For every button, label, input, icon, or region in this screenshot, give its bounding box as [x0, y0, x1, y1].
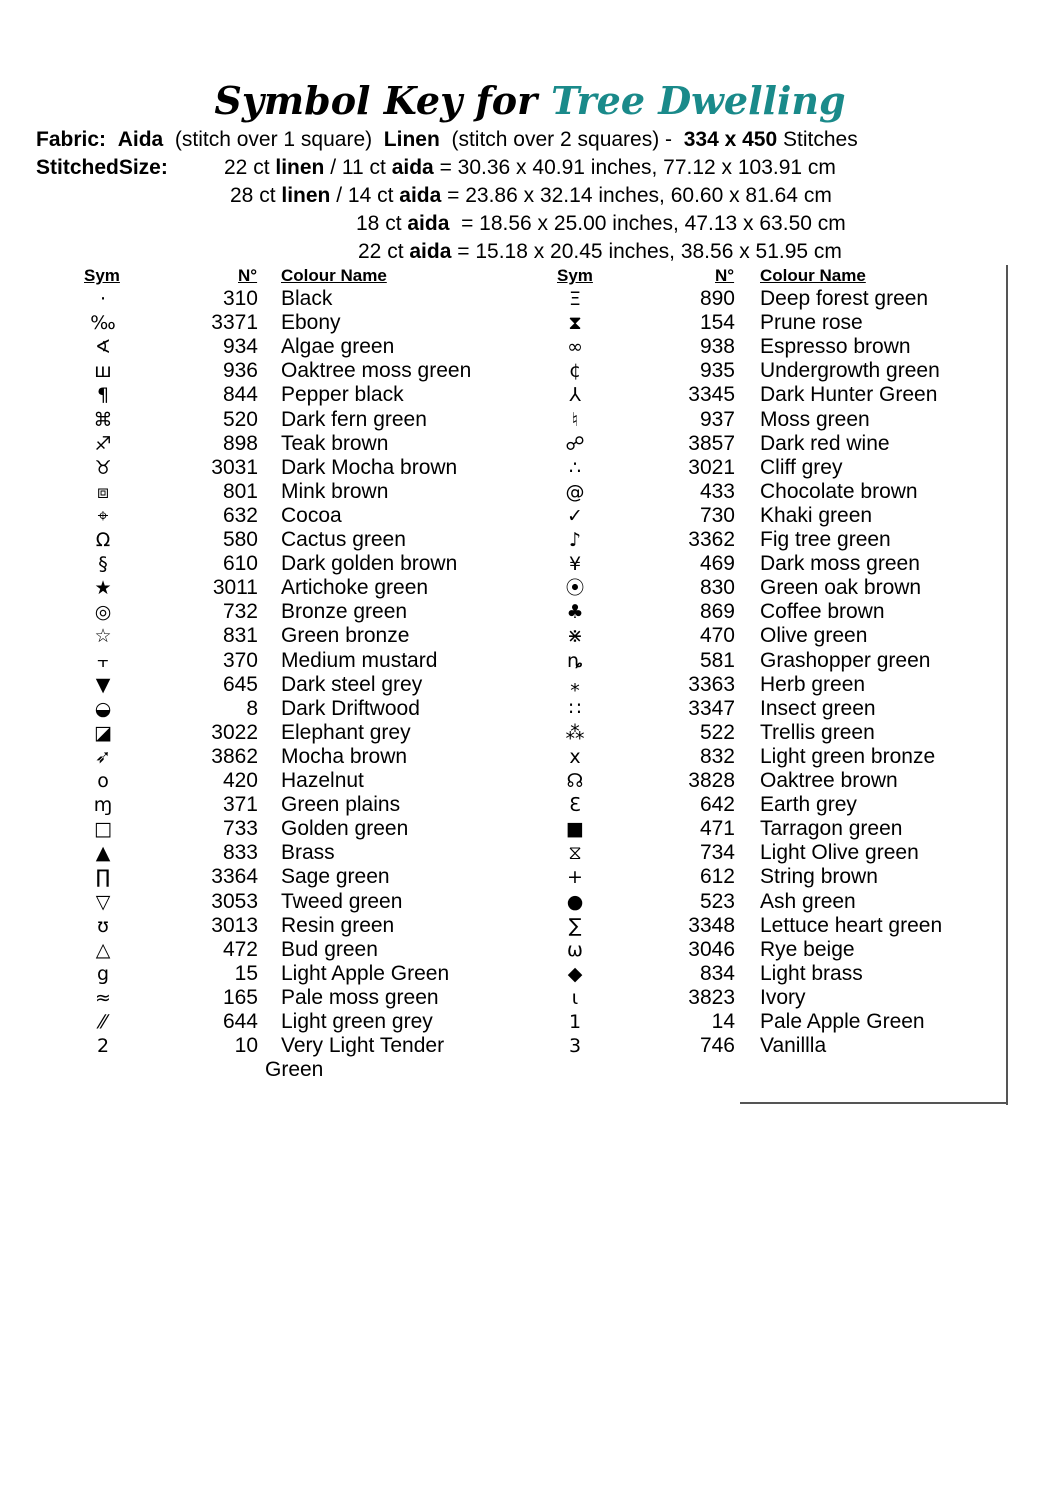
left-symbol: ≈: [95, 987, 111, 1009]
right-dmc-number: 734: [699, 841, 735, 864]
left-colour-name: Teak brown: [281, 432, 389, 455]
left-colour-name: Bud green: [281, 938, 378, 961]
table-border-bottom: [740, 1102, 1008, 1104]
left-dmc-number: 610: [222, 552, 258, 575]
right-colour-name: Trellis green: [760, 721, 875, 744]
right-colour-name: Fig tree green: [760, 528, 891, 551]
left-colour-name: Dark Driftwood: [281, 697, 420, 720]
left-dmc-number: 644: [222, 1010, 258, 1033]
right-dmc-number: 14: [711, 1010, 735, 1033]
right-dmc-number: 3823: [688, 986, 735, 1009]
right-colour-name: Undergrowth green: [760, 359, 940, 382]
left-dmc-number: 936: [222, 359, 258, 382]
left-dmc-number: 8: [246, 697, 258, 720]
left-symbol: ɱ: [93, 794, 113, 816]
left-symbol: ➶: [95, 746, 111, 768]
header-name-left: Colour Name: [281, 266, 387, 285]
right-symbol: ∴: [568, 457, 582, 479]
left-symbol: ¶: [96, 384, 110, 406]
left-colour-name: Golden green: [281, 817, 409, 840]
title-main: Symbol Key for: [214, 78, 538, 123]
right-dmc-number: 522: [699, 721, 735, 744]
fabric-line: [36, 126, 858, 154]
right-symbol: ⁎: [570, 674, 580, 696]
right-symbol: ɩ: [571, 987, 579, 1009]
right-dmc-number: 834: [699, 962, 735, 985]
left-colour-name: Light Apple Green: [281, 962, 450, 985]
right-symbol: ●: [566, 891, 584, 913]
right-colour-name: Dark red wine: [760, 432, 890, 455]
left-colour-name: Tweed green: [281, 890, 403, 913]
right-symbol: ♣: [566, 601, 584, 623]
right-colour-name: Prune rose: [760, 311, 863, 334]
right-symbol: ♪: [568, 529, 582, 551]
left-dmc-number: 831: [222, 624, 258, 647]
fabric-linen: Linen: [383, 128, 440, 151]
left-symbol: □: [94, 818, 112, 840]
left-dmc-number: 934: [222, 335, 258, 358]
right-colour-name: Dark moss green: [760, 552, 920, 575]
left-symbol: ♐: [94, 433, 112, 455]
right-colour-name: Ivory: [760, 986, 806, 1009]
left-dmc-number: 420: [222, 769, 258, 792]
right-colour-name: Coffee brown: [760, 600, 885, 623]
left-symbol: ‰: [90, 312, 116, 334]
right-symbol: ¥: [568, 553, 582, 575]
right-symbol: ∷: [568, 698, 582, 720]
right-colour-name: Vanillla: [760, 1034, 827, 1057]
right-colour-name: Khaki green: [760, 504, 873, 527]
stitched-size-row: 22 ct linen / 11 ct aida = 30.36 x 40.91 inches, 77.12 x 103.91 cm: [224, 156, 836, 179]
left-dmc-number: 3371: [211, 311, 258, 334]
right-dmc-number: 3046: [688, 938, 735, 961]
right-symbol: ∑: [568, 915, 582, 937]
right-symbol: +: [567, 866, 583, 888]
left-symbol: ☆: [94, 625, 112, 647]
right-symbol: ⧗: [568, 312, 582, 334]
right-symbol: 3: [568, 1035, 582, 1057]
right-dmc-number: 642: [699, 793, 735, 816]
right-colour-name: Light green bronze: [760, 745, 936, 768]
left-colour-name: Elephant grey: [281, 721, 411, 744]
left-colour-name: Pepper black: [281, 383, 404, 406]
right-dmc-number: 3363: [688, 673, 735, 696]
left-colour-name: Oaktree moss green: [281, 359, 472, 382]
left-symbol: ◎: [94, 601, 112, 623]
left-colour-name: Algae green: [281, 335, 395, 358]
left-dmc-number: 371: [222, 793, 258, 816]
right-colour-name: Herb green: [760, 673, 866, 696]
left-dmc-number: 632: [222, 504, 258, 527]
right-symbol: ℇ: [569, 794, 581, 816]
right-symbol: Ξ: [568, 288, 581, 310]
left-dmc-number: 3862: [211, 745, 258, 768]
right-colour-name: Chocolate brown: [760, 480, 918, 503]
left-dmc-number: 310: [222, 287, 258, 310]
left-symbol: g: [96, 963, 110, 985]
right-symbol: ⋇: [567, 625, 583, 647]
left-dmc-number: 833: [222, 841, 258, 864]
table-border-right: [1006, 265, 1008, 1105]
left-symbol: ⌘: [93, 409, 113, 431]
right-dmc-number: 612: [699, 865, 735, 888]
left-dmc-number: 801: [222, 480, 258, 503]
left-symbol: ⧈: [96, 481, 110, 503]
left-dmc-number: 580: [222, 528, 258, 551]
left-colour-name: Artichoke green: [281, 576, 429, 599]
right-dmc-number: 433: [699, 480, 735, 503]
stitched-size-row: 18 ct aida = 18.56 x 25.00 inches, 47.13 x 63.50 cm: [356, 212, 846, 235]
left-dmc-number: 733: [222, 817, 258, 840]
left-dmc-number: 732: [222, 600, 258, 623]
left-colour-name: Pale moss green: [281, 986, 439, 1009]
left-symbol: ♉: [94, 457, 112, 479]
left-colour-name: Resin green: [281, 914, 395, 937]
left-symbol: ·: [99, 288, 107, 310]
right-dmc-number: 154: [699, 311, 735, 334]
right-colour-name: Dark Hunter Green: [760, 383, 938, 406]
left-symbol: ⌖: [97, 505, 109, 527]
fabric-stitches: 334 x 450: [683, 128, 778, 151]
left-colour-name: Mocha brown: [281, 745, 408, 768]
left-dmc-number: 3031: [211, 456, 258, 479]
left-symbol: ▽: [95, 891, 111, 913]
right-colour-name: Deep forest green: [760, 287, 929, 310]
left-colour-name: Ebony: [281, 311, 341, 334]
header-sym-right: Sym: [557, 266, 593, 285]
right-colour-name: Green oak brown: [760, 576, 922, 599]
right-dmc-number: 469: [699, 552, 735, 575]
right-dmc-number: 938: [699, 335, 735, 358]
right-colour-name: String brown: [760, 865, 878, 888]
right-colour-name: Cliff grey: [760, 456, 843, 479]
stitched-size-label: StitchedSize:: [36, 156, 168, 179]
right-dmc-number: 471: [699, 817, 735, 840]
fabric-aida: Aida: [117, 128, 164, 151]
left-dmc-number: 520: [222, 408, 258, 431]
header-num-right: N°: [715, 266, 735, 285]
left-colour-name: Sage green: [281, 865, 390, 888]
left-dmc-number: 898: [222, 432, 258, 455]
right-symbol: ☍: [565, 433, 585, 455]
left-symbol: ◪: [94, 722, 112, 744]
left-colour-name: Cocoa: [281, 504, 342, 527]
right-symbol: ω: [567, 939, 583, 961]
right-colour-name: Ash green: [760, 890, 856, 913]
left-dmc-number: 3011: [212, 576, 258, 599]
page-title: [0, 76, 1060, 126]
right-dmc-number: 830: [699, 576, 735, 599]
header-sym-left: Sym: [84, 266, 120, 285]
left-colour-name: Green bronze: [281, 624, 410, 647]
right-symbol: ⁂: [565, 722, 585, 744]
left-colour-name: Green plains: [281, 793, 401, 816]
left-colour-name: Bronze green: [281, 600, 408, 623]
right-colour-name: Moss green: [760, 408, 870, 431]
right-symbol: ✓: [567, 505, 583, 527]
left-symbol: ш: [94, 360, 112, 382]
left-symbol: ◒: [94, 698, 112, 720]
left-colour-name: Dark Mocha brown: [281, 456, 458, 479]
left-colour-name: Cactus green: [281, 528, 406, 551]
left-symbol: ⫟: [97, 650, 109, 672]
left-symbol: 2: [96, 1035, 110, 1057]
left-dmc-number: 645: [222, 673, 258, 696]
header-num-left: N°: [238, 266, 258, 285]
right-dmc-number: 523: [699, 890, 735, 913]
right-symbol: ☊: [566, 770, 584, 792]
left-dmc-number: 844: [222, 383, 258, 406]
right-symbol: ♮: [571, 409, 579, 431]
left-symbol: ▲: [95, 842, 111, 864]
left-dmc-number: 3013: [211, 914, 258, 937]
right-colour-name: Earth grey: [760, 793, 857, 816]
right-colour-name: Espresso brown: [760, 335, 911, 358]
stitched-size-row: 22 ct aida = 15.18 x 20.45 inches, 38.56 x 51.95 cm: [358, 240, 842, 263]
left-symbol: ∢: [95, 336, 111, 358]
left-colour-name: Mink brown: [281, 480, 389, 503]
fabric-aida-note: (stitch over 1 square): [174, 128, 373, 151]
right-colour-name: Lettuce heart green: [760, 914, 943, 937]
stitched-size-row: 28 ct linen / 14 ct aida = 23.86 x 32.14 inches, 60.60 x 81.64 cm: [230, 184, 832, 207]
left-colour-name: Very Light Tender: [281, 1034, 445, 1057]
right-symbol: ⦿: [565, 577, 585, 599]
left-symbol: ★: [94, 577, 112, 599]
right-dmc-number: 730: [699, 504, 735, 527]
left-colour-name: Dark fern green: [281, 408, 427, 431]
right-dmc-number: 832: [699, 745, 735, 768]
right-colour-name: Pale Apple Green: [760, 1010, 925, 1033]
right-colour-name: Insect green: [760, 697, 876, 720]
right-dmc-number: 3362: [688, 528, 735, 551]
right-symbol: ȵ: [566, 650, 583, 672]
right-dmc-number: 3345: [688, 383, 735, 406]
right-dmc-number: 869: [699, 600, 735, 623]
left-symbol: △: [95, 939, 111, 961]
right-colour-name: Light Olive green: [760, 841, 919, 864]
left-colour-name: Dark golden brown: [281, 552, 458, 575]
right-dmc-number: 470: [699, 624, 735, 647]
right-dmc-number: 3348: [688, 914, 735, 937]
right-dmc-number: 890: [699, 287, 735, 310]
left-symbol: ʊ: [97, 915, 109, 937]
right-symbol: ⅄: [569, 384, 581, 406]
left-colour-name-cont: Green: [265, 1058, 324, 1081]
right-colour-name: Light brass: [760, 962, 863, 985]
left-colour-name: Medium mustard: [281, 649, 438, 672]
left-symbol: o: [97, 770, 109, 792]
right-dmc-number: 581: [699, 649, 735, 672]
fabric-linen-note: (stitch over 2 squares) -: [451, 128, 673, 151]
right-symbol: ⧖: [568, 842, 582, 864]
left-dmc-number: 3022: [211, 721, 258, 744]
right-colour-name: Olive green: [760, 624, 868, 647]
right-dmc-number: 3828: [688, 769, 735, 792]
right-colour-name: Rye beige: [760, 938, 855, 961]
header-name-right: Colour Name: [760, 266, 866, 285]
right-dmc-number: 3347: [688, 697, 735, 720]
right-symbol: ■: [566, 818, 584, 840]
left-colour-name: Hazelnut: [281, 769, 364, 792]
left-colour-name: Light green grey: [281, 1010, 433, 1033]
left-dmc-number: 10: [234, 1034, 258, 1057]
right-symbol: ∞: [567, 336, 583, 358]
right-symbol: 1: [568, 1011, 582, 1033]
left-symbol: §: [98, 553, 108, 575]
left-dmc-number: 15: [234, 962, 258, 985]
right-symbol: ¢: [568, 360, 582, 382]
left-symbol: ⁄⁄: [99, 1011, 107, 1033]
right-dmc-number: 746: [699, 1034, 735, 1057]
left-symbol: ▼: [95, 674, 111, 696]
right-colour-name: Grashopper green: [760, 649, 931, 672]
left-colour-name: Brass: [281, 841, 335, 864]
left-dmc-number: 3053: [211, 890, 258, 913]
left-dmc-number: 3364: [211, 865, 258, 888]
right-dmc-number: 937: [699, 408, 735, 431]
left-dmc-number: 165: [222, 986, 258, 1009]
left-dmc-number: 472: [222, 938, 258, 961]
fabric-stitches-word: Stitches: [783, 128, 858, 151]
right-symbol: x: [569, 746, 581, 768]
left-colour-name: Black: [281, 287, 333, 310]
left-symbol: ∏: [95, 866, 111, 888]
right-colour-name: Oaktree brown: [760, 769, 898, 792]
right-dmc-number: 3021: [688, 456, 735, 479]
right-symbol: ◆: [567, 963, 583, 985]
left-colour-name: Dark steel grey: [281, 673, 423, 696]
right-symbol: @: [565, 481, 585, 503]
title-accent: Tree Dwelling: [551, 78, 846, 123]
fabric-label: Fabric:: [36, 128, 107, 151]
left-symbol: Ω: [95, 529, 111, 551]
left-dmc-number: 370: [222, 649, 258, 672]
right-dmc-number: 3857: [688, 432, 735, 455]
right-colour-name: Tarragon green: [760, 817, 903, 840]
right-dmc-number: 935: [699, 359, 735, 382]
